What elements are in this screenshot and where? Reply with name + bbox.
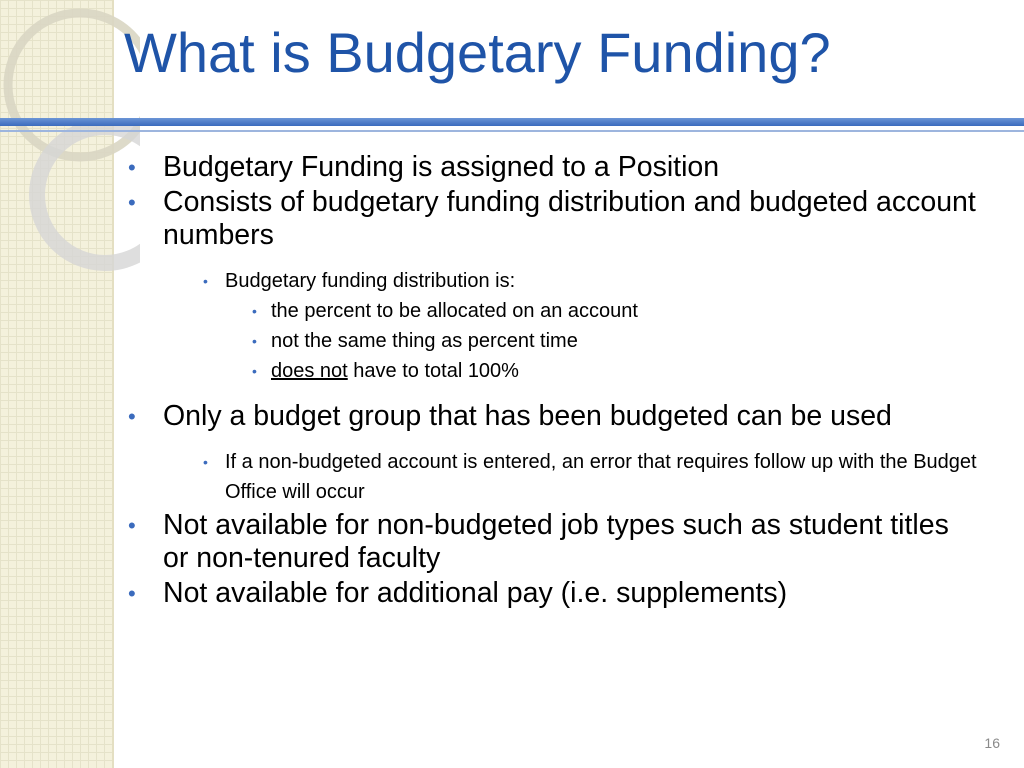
bullet-text: Not available for additional pay (i.e. supplements): [163, 577, 788, 609]
underlined-emphasis: does not: [271, 360, 348, 382]
bullet-dot: •: [252, 333, 257, 349]
bullet-item: [128, 186, 978, 252]
sub-sub-bullet-item: [128, 296, 978, 326]
sub-sub-bullet-item: [128, 356, 978, 386]
bullet-item: [128, 400, 978, 433]
bullet-item: [128, 577, 978, 610]
sub-sub-bullet-text: the percent to be allocated on an account: [271, 300, 638, 322]
bullet-text: Only a budget group that has been budgeted can be used: [163, 400, 892, 432]
slide-body: [128, 145, 978, 610]
title-divider-thin: [0, 130, 1024, 132]
slide-title: What is Budgetary Funding?: [124, 21, 831, 84]
sub-bullet-text: If a non-budgeted account is entered, an error that requires follow up with the Budget Office will occur: [225, 451, 977, 503]
bullet-item: [128, 151, 978, 184]
sub-bullet-item: [128, 447, 978, 507]
title-divider: [0, 118, 1024, 126]
bullet-dot: •: [128, 155, 136, 180]
bullet-dot: •: [128, 513, 136, 538]
bullet-dot: •: [203, 454, 208, 470]
page-number: 16: [984, 735, 1000, 751]
bullet-dot: •: [252, 303, 257, 319]
sub-sub-bullet-text: have to total 100%: [347, 360, 519, 382]
bullet-dot: •: [203, 273, 208, 289]
sub-sub-bullet-text: not the same thing as percent time: [271, 330, 578, 352]
bullet-dot: •: [128, 581, 136, 606]
sub-bullet-text: Budgetary funding distribution is:: [225, 270, 516, 292]
bullet-text: Not available for non-budgeted job types such as student titles or non-tenured faculty: [163, 509, 949, 574]
bullet-text: Consists of budgetary funding distribution and budgeted account numbers: [163, 186, 976, 251]
bullet-dot: •: [128, 190, 136, 215]
sub-sub-bullet-item: [128, 326, 978, 356]
sub-bullet-item: [128, 266, 978, 296]
decorative-circles: [0, 0, 140, 320]
bullet-dot: •: [128, 404, 136, 429]
bullet-dot: •: [252, 363, 257, 379]
bullet-item: [128, 509, 978, 575]
bullet-text: Budgetary Funding is assigned to a Position: [163, 151, 720, 183]
